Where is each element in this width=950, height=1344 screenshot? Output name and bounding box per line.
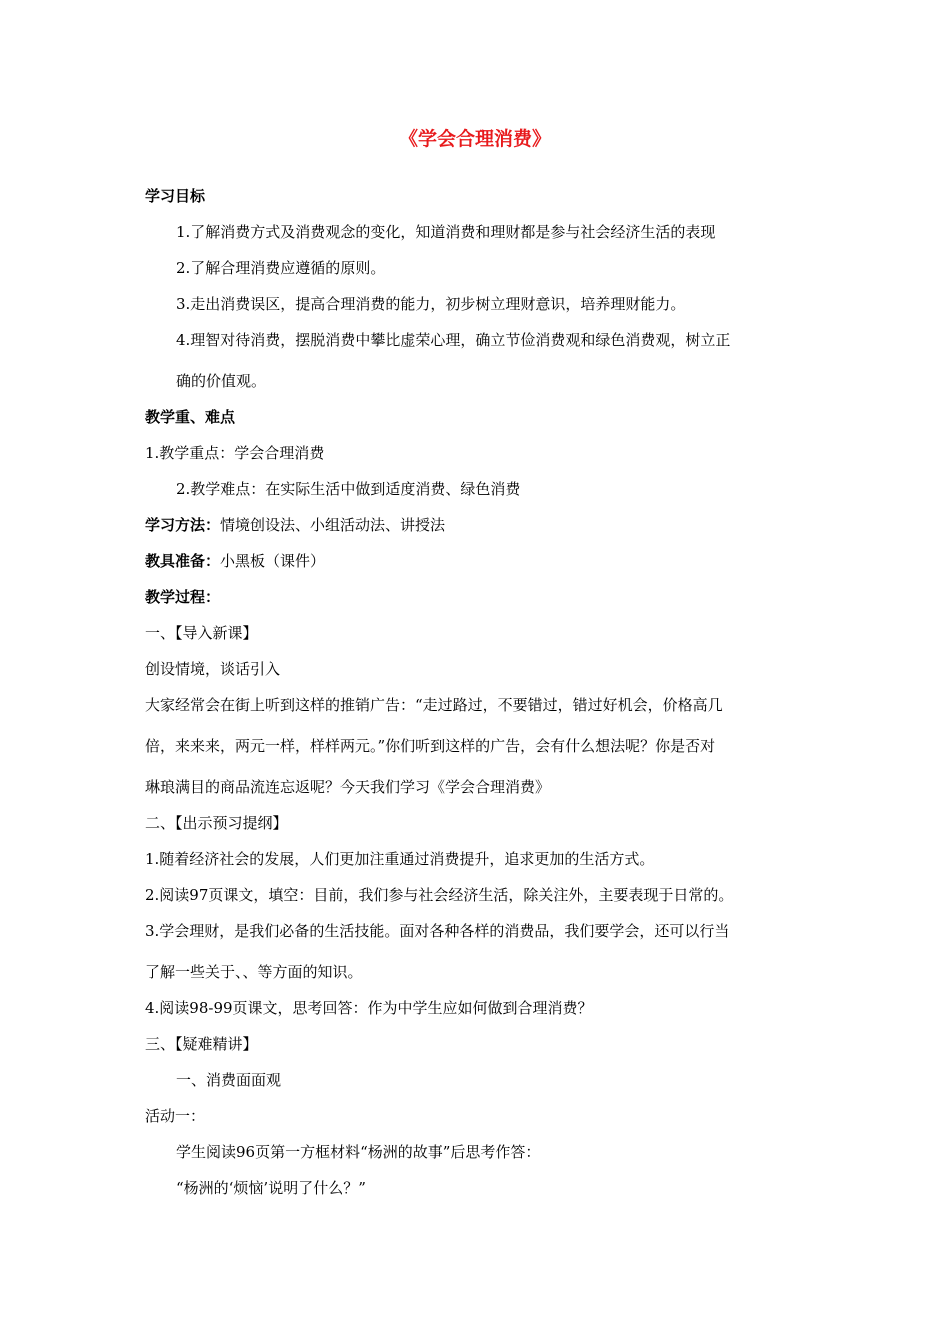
outline-item: 1.随着经济社会的发展，人们更加注重通过消费提升，追求更加的生活方式。 (145, 850, 655, 868)
key-points-heading: 教学重、难点 (145, 408, 236, 426)
tools-value: 小黑板（课件） (220, 552, 326, 570)
tools-row (145, 551, 825, 571)
method-label: 学习方法： (145, 516, 221, 534)
section-heading: 一、【导入新课】 (145, 624, 258, 642)
outline-item: 3.学会理财，是我们必备的生活技能。面对各种各样的消费品，我们要学会，还可以行当 (145, 922, 730, 940)
activity-line: 学生阅读96页第一方框材料“杨洲的故事”后思考作答： (176, 1143, 541, 1161)
goal-item: 1.了解消费方式及消费观念的变化，知道消费和理财都是参与社会经济生活的表现 (176, 223, 716, 241)
activity-heading: 活动一： (145, 1107, 206, 1125)
goal-item-continued: 确的价值观。 (176, 372, 267, 390)
goal-item: 4.理智对待消费，摆脱消费中攀比虚荣心理，确立节俭消费观和绿色消费观，树立正 (176, 331, 731, 349)
outline-item: 了解一些关于、、等方面的知识。 (145, 963, 363, 981)
method-row (145, 515, 825, 535)
outline-item: 2.阅读97页课文，填空：目前，我们参与社会经济生活，除关注外，主要表现于日常的。 (145, 886, 734, 904)
method-value: 情境创设法、小组活动法、讲授法 (220, 516, 446, 534)
paragraph-line: 倍，来来来，两元一样，样样两元。”你们听到这样的广告，会有什么想法呢？你是否对 (145, 737, 716, 755)
paragraph-line: 大家经常会在街上听到这样的推销广告：“走过路过，不要错过，错过好机会，价格高几 (145, 696, 723, 714)
outline-item: 4.阅读98-99页课文，思考回答：作为中学生应如何做到合理消费？ (145, 999, 593, 1017)
document-title: 《学会合理消费》 (398, 128, 551, 150)
key-point-item: 2.教学难点：在实际生活中做到适度消费、绿色消费 (176, 480, 521, 498)
tools-label: 教具准备： (145, 552, 221, 570)
activity-line: “杨洲的‘烦恼’说明了什么？” (176, 1179, 366, 1197)
process-heading: 教学过程： (145, 588, 221, 606)
key-point-item: 1.教学重点：学会合理消费 (145, 444, 325, 462)
section-heading: 三、【疑难精讲】 (145, 1035, 258, 1053)
section-heading: 二、【出示预习提纲】 (145, 814, 288, 832)
paragraph-line: 琳琅满目的商品流连忘返呢？今天我们学习《学会合理消费》 (145, 778, 551, 796)
goal-item: 3.走出消费误区，提高合理消费的能力，初步树立理财意识，培养理财能力。 (176, 295, 686, 313)
goals-heading: 学习目标 (145, 187, 206, 205)
paragraph-line: 创设情境，谈话引入 (145, 660, 281, 678)
goal-item: 2.了解合理消费应遵循的原则。 (176, 259, 386, 277)
subsection-heading: 一、消费面面观 (176, 1071, 282, 1089)
